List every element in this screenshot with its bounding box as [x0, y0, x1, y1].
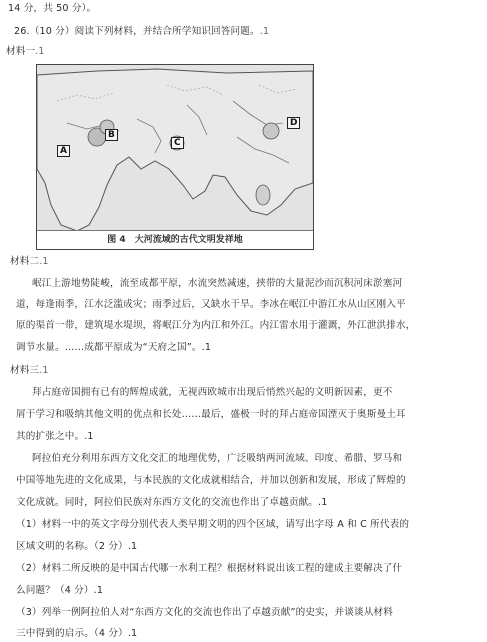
map-island [256, 185, 270, 205]
material-2-line: 道，每逢雨季，江水泛滥成灾；雨季过后，又缺水干旱。李冰在岷江中游江水从山区刚入平 [16, 299, 406, 310]
map-caption: 图 4 大河流域的古代文明发祥地 [37, 230, 313, 249]
question-heading: 26.（10 分）阅读下列材料，并结合所学知识回答问题。.1 [14, 26, 270, 37]
top-line: 14 分，共 50 分）。 [8, 3, 97, 14]
map-letter-a: A [57, 145, 70, 157]
material-3-line: 拜占庭帝国拥有已有的辉煌成就，无视西欧城市出现后悄然兴起的文明新因素，更不 [32, 387, 393, 398]
material-1-label: 材料一.1 [6, 46, 45, 57]
material-3-label: 材料三.1 [10, 365, 49, 376]
sub-question-1: （1）材料一中的英文字母分别代表人类早期文明的四个区域，请写出字母 A 和 C 所代表的 [16, 519, 410, 530]
material-3-line: 其的扩张之中。.1 [16, 431, 94, 442]
sub-question-3-cont: 三中得到的启示。（4 分）.1 [16, 628, 138, 639]
sub-question-1-cont: 区域文明的名称。（2 分）.1 [16, 541, 138, 552]
material-2-line: 原的渠首一带，建筑堤水堤坝，将岷江分为内江和外江。内江雷水用于灌溉，外江泄洪排水， [16, 320, 416, 331]
map-letter-b: B [105, 129, 118, 141]
material-3-line: 屑于学习和吸纳其他文明的优点和长处……最后，盛极一时的拜占庭帝国湮灭于奥斯曼土耳 [16, 409, 406, 420]
map-letter-c: C [171, 137, 184, 149]
map-letter-d: D [287, 117, 300, 129]
civilization-map [36, 64, 314, 250]
material-3-line: 中国等地先进的文化成果，与本民族的文化成就相结合，并加以创新和发展，形成了辉煌的 [16, 475, 406, 486]
material-3-line: 文化成就。同时，阿拉伯民族对东西方文化的交流也作出了卓越贡献。.1 [16, 497, 328, 508]
sub-question-2: （2）材料二所反映的是中国古代哪一水利工程？根据材料说出该工程的建成主要解决了什 [16, 563, 403, 574]
material-2-label: 材料二.1 [10, 256, 49, 267]
material-2-line: 调节水量。……成都平原成为“天府之国”。.1 [16, 342, 212, 353]
sub-question-3: （3）列举一例阿拉伯人对“东西方文化的交流也作出了卓越贡献”的史实，并谈谈从材料 [16, 607, 394, 618]
sub-question-2-cont: 么问题？（4 分）.1 [16, 585, 104, 596]
map-region-d [263, 123, 279, 139]
material-2-line: 岷江上游地势陡峻，流至成都平原，水流突然减速，挟带的大量泥沙而沉积河床淤塞河 [32, 278, 403, 289]
material-3-line: 阿拉伯充分利用东西方文化交汇的地理优势，广泛吸纳两河流域、印度、希腊、罗马和 [32, 453, 403, 464]
